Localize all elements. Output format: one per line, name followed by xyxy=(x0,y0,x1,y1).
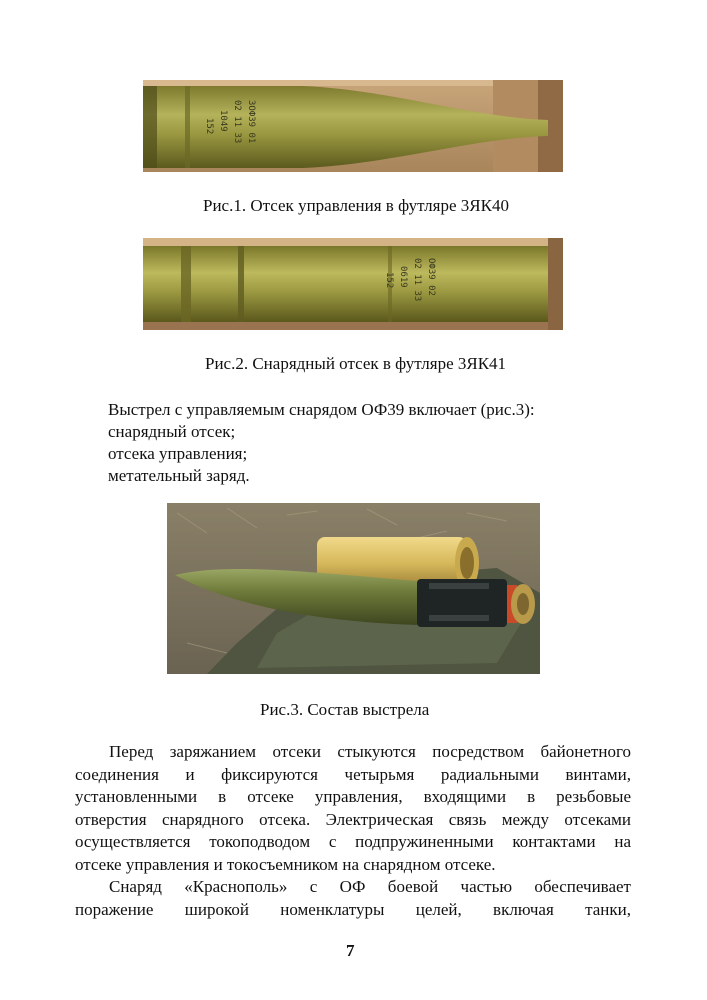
marking-text: 152 xyxy=(204,118,214,135)
paragraph-line: отсеке управления и токосъемником на снарядном отсеке. xyxy=(75,854,496,874)
paragraph-line: отверстия снарядного отсека. Электрическая связь между отсеками xyxy=(75,809,631,829)
body-paragraph xyxy=(75,741,631,876)
intro-item: метательный заряд. xyxy=(108,466,250,485)
marking-text: 02 11 33 xyxy=(232,100,242,144)
figure-3-caption: Рис.3. Состав выстрела xyxy=(260,700,430,719)
figure-2-caption: Рис.2. Снарядный отсек в футляре 3ЯК41 xyxy=(205,354,507,373)
marking-text: 02 11 33 xyxy=(412,258,422,302)
marking-text: ОФ39 02 xyxy=(426,258,436,296)
paragraph-line: установленными в отсеке управления, входящими в резьбовые xyxy=(75,787,631,806)
body-paragraph xyxy=(75,876,631,921)
figure-2-photo xyxy=(143,238,563,330)
page-number: 7 xyxy=(346,941,355,960)
intro-item: отсека управления; xyxy=(108,444,248,463)
marking-text: 0619 xyxy=(398,266,408,288)
paragraph-line: соединения и фиксируются четырьмя радиальными винтами, xyxy=(75,764,631,784)
paragraph-line: поражение широкой номенклатуры целей, включая танки, xyxy=(75,899,631,919)
marking-text: 1049 xyxy=(218,110,228,132)
figure-1-photo xyxy=(143,80,563,172)
intro-block xyxy=(108,399,628,487)
marking-text: 3ОФ39 01 xyxy=(246,100,256,144)
figure-3-photo xyxy=(167,503,540,674)
paragraph-line: Снаряд «Краснополь» с ОФ боевой частью обеспечивает xyxy=(109,877,631,896)
intro-item: снарядный отсек; xyxy=(108,422,236,441)
paragraph-line: осуществляется токоподводом с подпружиненными контактами на xyxy=(75,832,631,851)
figure-1-caption: Рис.1. Отсек управления в футляре 3ЯК40 xyxy=(203,196,509,215)
paragraph-line: Перед заряжанием отсеки стыкуются посредством байонетного xyxy=(109,742,631,761)
marking-text: 152 xyxy=(384,272,394,289)
intro-lead: Выстрел с управляемым снарядом ОФ39 включает (рис.3): xyxy=(108,400,535,419)
